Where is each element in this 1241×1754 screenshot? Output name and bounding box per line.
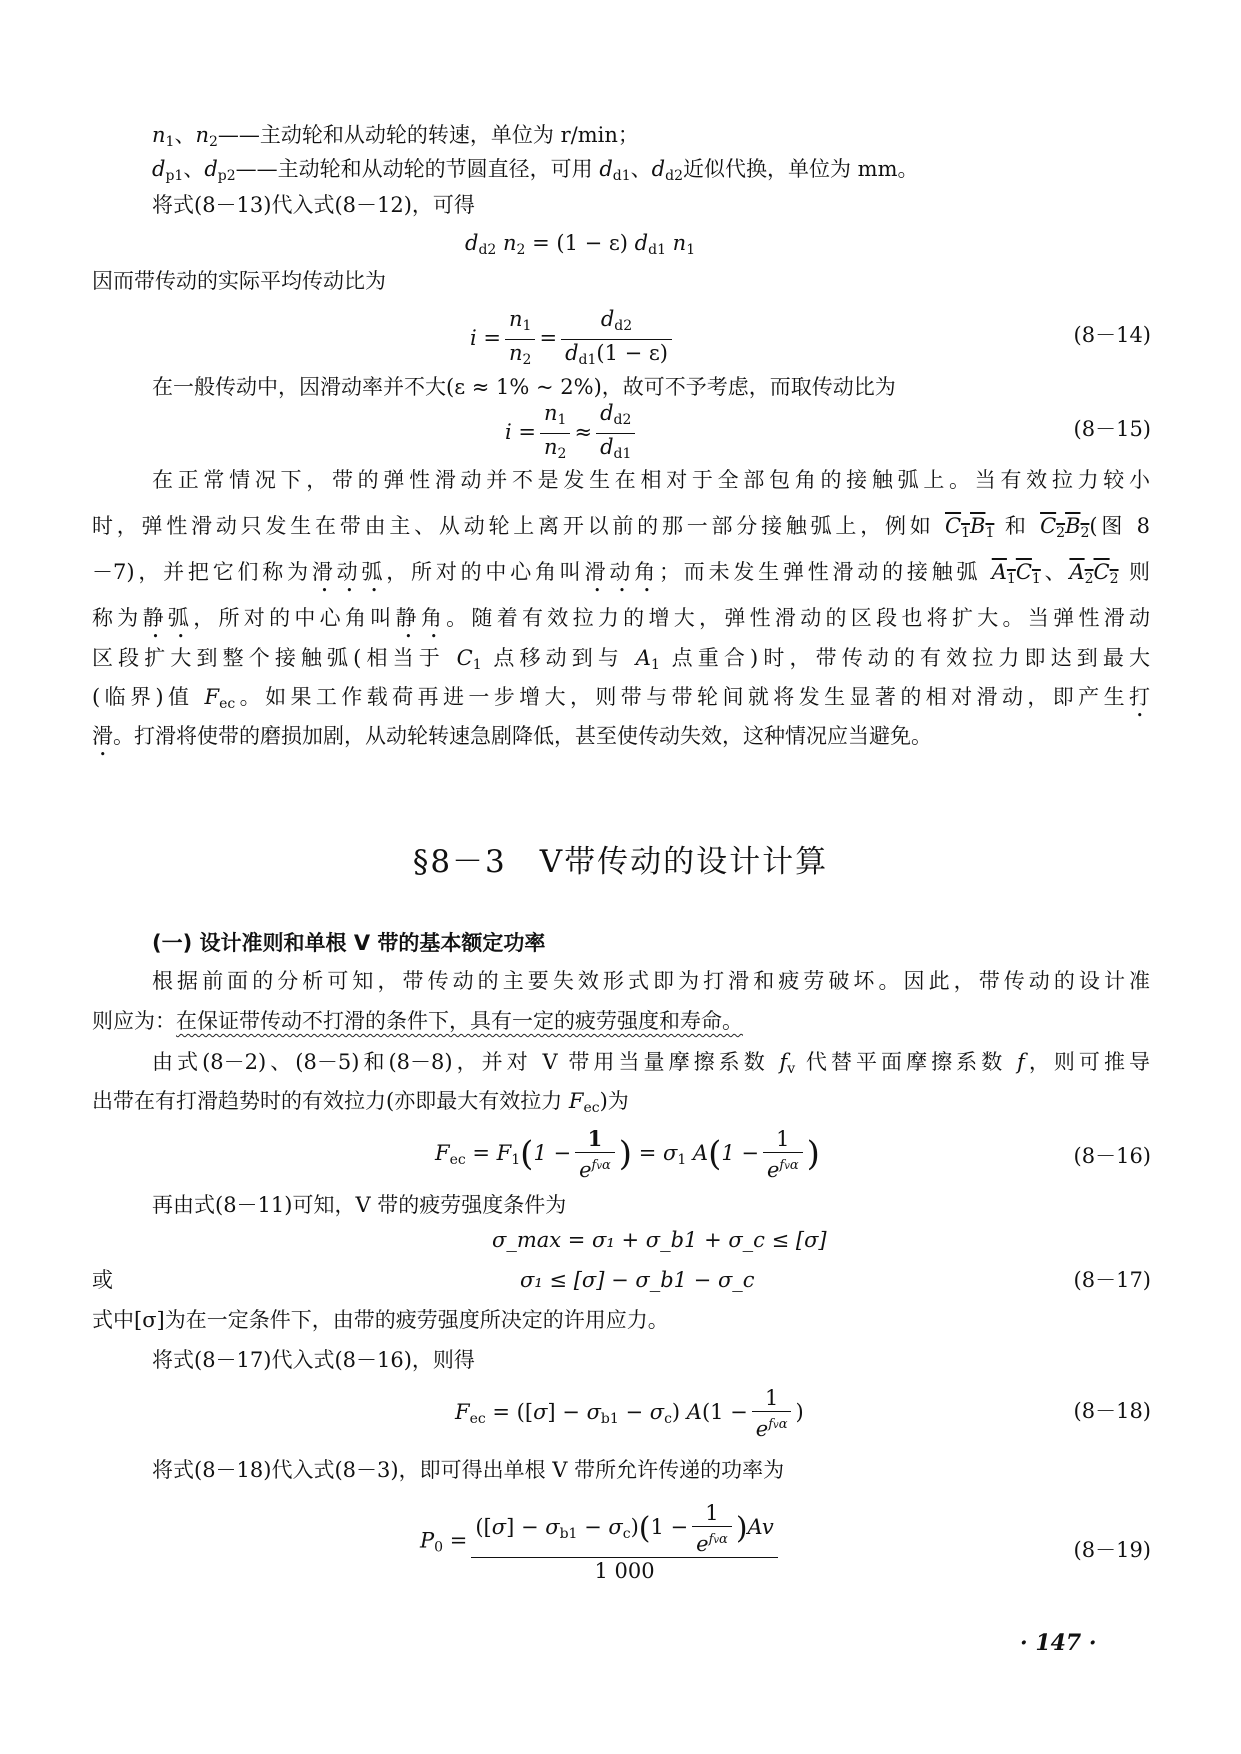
section-heading: §8－3 V带传动的设计计算: [412, 844, 829, 880]
equation-speed-relation: $d_{d2}$ $n_2 = (1 - \varepsilon)$ $d_{d1}$ $n_1$: [465, 231, 696, 258]
paragraph-power-intro: 将式(8－18)代入式(8－3)，即可得出单根 V 带所允许传递的功率为: [152, 1458, 785, 1482]
equation-8-17a: σ_max = σ₁ + σ_b1 + σ_c ≤ [σ]: [492, 1228, 827, 1252]
equation-number-8-18: (8－18): [1073, 1399, 1151, 1423]
paragraph-general-drive: 在一般传动中，因滑动率并不大(ε ≈ 1% ~ 2%)，故可不予考虑，而取传动比为: [152, 375, 896, 399]
paragraph-elastic-line1: 在正常情况下，带的弹性滑动并不是发生在相对于全部包角的接触弧上。当有效拉力较小: [152, 468, 1150, 492]
equation-number-8-15: (8－15): [1073, 417, 1151, 441]
paragraph-elastic-line5: 区段扩大到整个接触弧(相当于 $C_1$ 点移动到与 $A_1$ 点重合)时，带传动的有效拉力即达到最大: [92, 646, 1150, 673]
paragraph-elastic-line4: 称为静弧，所对的中心角叫静角。随着有效拉力的增大，弹性滑动的区段也将扩大。当弹性滑动: [92, 606, 1151, 630]
paragraph-substitute-17: 将式(8－17)代入式(8－16)，则得: [152, 1348, 475, 1372]
equation-8-19: $P_0$ = $([\sigma] - \sigma_{b1} - \sigma_c)(1$ − $\frac{1}{e^{fv\alpha}}$ )Av 1 000: [420, 1500, 782, 1584]
equation-8-15: i = $\frac{n_1}{n_2}$ ≈ $\frac{d_{d2}}{d_{d1}}$: [505, 400, 639, 467]
paragraph-elastic-line6: (临界)值 $F_{ec}$。如果工作载荷再进一步增大，则带与带轮间就将发生显著的相对滑动，即产生打: [92, 685, 1151, 712]
paragraph-elastic-line7: 滑。打滑将使带的磨损加剧，从动轮转速急剧降低，甚至使传动失效，这种情况应当避免。: [92, 724, 932, 748]
equation-8-18: $F_{ec} = ([\sigma] - \sigma_{b1} - \sigma_c) A(1$ − $\frac{1}{e^{fv\alpha}}$ ): [455, 1386, 804, 1441]
paragraph-derive-line1: 由式(8－2)、(8－5)和(8－8)，并对 V 带用当量摩擦系数 $f_v$ 代替平面摩擦系数 f，则可推导: [152, 1050, 1151, 1077]
equation-number-8-16: (8－16): [1073, 1144, 1151, 1168]
paragraph-allowable-stress: 式中[σ]为在一定条件下，由带的疲劳强度所决定的许用应力。: [92, 1308, 669, 1332]
equation-8-14: i = $\frac{n_1}{n_2}$ = $\frac{d_{d2}}{d_{d1}(1 - \varepsilon)}$: [470, 306, 676, 373]
page-number: · 147 ·: [1020, 1630, 1097, 1656]
paragraph-elastic-line3: －7)，并把它们称为滑动弧，所对的中心角叫滑动角；而未发生弹性滑动的接触弧 $A_1C_1$、$A_2C_2$ 则: [92, 560, 1150, 587]
equation-8-16: $F_{ec} = F_1(1$ − $\frac{1}{e^{fv\alpha}}$ ) = $\sigma_1$ A(1 − $\frac{1}{e^{fv\alpha}}$ ): [435, 1126, 820, 1182]
definition-n: $n_1$、$n_2——$主动轮和从动轮的转速，单位为 r/min；: [152, 123, 639, 150]
label-or: 或: [92, 1268, 113, 1292]
paragraph-criteria-line2: 则应为：在保证带传动不打滑的条件下，具有一定的疲劳强度和寿命。: [92, 1009, 743, 1033]
paragraph-derive-line2: 出带在有打滑趋势时的有效拉力(亦即最大有效拉力 $F_{ec}$)为: [92, 1089, 629, 1116]
equation-number-8-14: (8－14): [1073, 323, 1151, 347]
equation-number-8-17: (8－17): [1073, 1268, 1151, 1292]
equation-number-8-19: (8－19): [1073, 1538, 1151, 1562]
paragraph-fatigue-condition: 再由式(8－11)可知，V 带的疲劳强度条件为: [152, 1193, 567, 1217]
definition-d: $d_{p1}$、$d_{p2}——$主动轮和从动轮的节圆直径，可用 $d_{d1}$、$d_{d2}$近似代换，单位为 mm。: [152, 157, 919, 184]
equation-8-17b: σ₁ ≤ [σ] − σ_b1 − σ_c: [520, 1268, 755, 1292]
paragraph-elastic-line2: 时，弹性滑动只发生在带由主、从动轮上离开以前的那一部分接触弧上，例如 $C_1B_1$ 和 $C_2B_2$(图 8: [92, 514, 1150, 541]
paragraph-criteria-line1: 根据前面的分析可知，带传动的主要失效形式即为打滑和疲劳破坏。因此，带传动的设计准: [152, 969, 1150, 993]
subsection-heading: (一) 设计准则和单根 V 带的基本额定功率: [152, 931, 546, 955]
paragraph-ratio-intro: 因而带传动的实际平均传动比为: [92, 269, 386, 293]
equation-8-19-denominator: 1 000: [594, 1559, 655, 1583]
design-criterion-underlined: 在保证带传动不打滑的条件下，具有一定的疲劳强度和寿命。: [176, 1009, 743, 1033]
paragraph-substitute: 将式(8－13)代入式(8－12)，可得: [152, 193, 475, 217]
